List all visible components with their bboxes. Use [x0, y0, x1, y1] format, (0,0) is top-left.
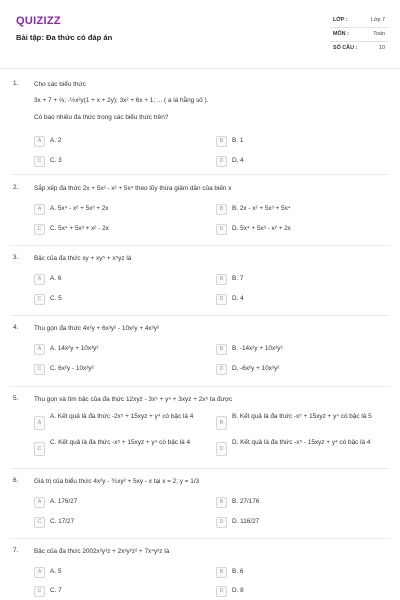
option-text: B. 2x - x² + 5x³ + 5x⁴ [232, 205, 291, 212]
option-letter: A [34, 416, 45, 430]
option-letter: A [34, 344, 45, 355]
question-divider [10, 386, 390, 387]
question-number: 6. [13, 477, 19, 484]
option-text: D. 4 [232, 295, 244, 302]
option-text: C. 6x²y - 10x³y² [50, 365, 94, 372]
question-subtext: Có bao nhiêu đa thức trong các biểu thức trên? [34, 114, 169, 121]
option-letter: C [34, 156, 45, 167]
question-number: 7. [13, 547, 19, 554]
option-text: D. 116/27 [232, 518, 260, 525]
option-text: C. 5 [50, 295, 62, 302]
header-divider [0, 68, 400, 69]
meta-key: SỐ CÂU : [333, 45, 358, 51]
worksheet-title: Bài tập: Đa thức có đáp án [16, 33, 113, 42]
worksheet-header [0, 0, 400, 72]
question-text: Thu gọn và tìm bậc của đa thức 12xyz - 3x⁵ + y⁴ + 3xyz + 2x⁵ ta được [34, 396, 233, 403]
option-letter: C [34, 224, 45, 235]
worksheet-meta [330, 14, 388, 56]
meta-key: MÔN : [333, 31, 349, 37]
question-number: 3. [13, 254, 19, 261]
option-text: D. 4 [232, 157, 244, 164]
quizizz-logo: QUIZIZZ [16, 15, 61, 27]
question-text: Sắp xếp đa thức 2x + 5x³ - x² + 5x⁴ theo lũy thừa giảm dần của biến x [34, 185, 232, 192]
option-text: A. 14x²y + 10x³y² [50, 345, 99, 352]
option-text: B. 6 [232, 568, 244, 575]
question-divider [10, 315, 390, 316]
question-expressions: 3x + 7 + ⅔; -½x²y(1 + x + 2y); 3x² + 6x + 1; ... ( a là hằng số ). [34, 97, 209, 104]
option-letter: D [216, 586, 227, 597]
question-text: Thu gọn đa thức 4x²y + 6x³y² - 10x²y + 4x³y² [34, 325, 160, 332]
option-text: C. 5x⁴ + 5x³ + x² - 2x [50, 225, 109, 232]
option-text: A. 2 [50, 137, 62, 144]
option-letter: A [34, 567, 45, 578]
option-letter: D [216, 156, 227, 167]
option-letter: B [216, 344, 227, 355]
option-text: B. 27/176 [232, 498, 260, 505]
option-text: A. 6 [50, 275, 62, 282]
option-letter: D [216, 442, 227, 456]
option-text: C. Kết quả là đa thức -x⁵ + 15xyz + y⁴ có bậc là 4 [50, 439, 191, 446]
option-text: A. 5x⁴ - x² + 5x³ + 2x [50, 205, 109, 212]
option-text: D. Kết quả là đa thức -x⁵ - 15xyz + y⁴ có bậc là 4 [232, 439, 371, 446]
question-text: Bậc của đa thức xy + xy⁵ + x⁵yz là [34, 255, 132, 262]
option-letter: B [216, 567, 227, 578]
option-text: C. 7 [50, 587, 62, 594]
option-text: D. -6x²y + 10x³y² [232, 365, 280, 372]
meta-value: Lớp 7 [370, 17, 385, 23]
option-letter: B [216, 497, 227, 508]
option-letter: A [34, 204, 45, 215]
meta-key: LỚP : [333, 17, 348, 23]
question-number: 2. [13, 184, 19, 191]
question-number: 1. [13, 80, 19, 87]
question-divider [10, 468, 390, 469]
option-text: B. -14x²y + 10x³y² [232, 345, 283, 352]
option-letter: A [34, 497, 45, 508]
option-text: D. 8 [232, 587, 244, 594]
question-divider [10, 538, 390, 539]
question-number: 4. [13, 324, 19, 331]
option-text: B. 7 [232, 275, 244, 282]
option-letter: C [34, 442, 45, 456]
option-letter: D [216, 364, 227, 375]
question-divider [10, 245, 390, 246]
question-divider [10, 174, 390, 175]
option-letter: C [34, 517, 45, 528]
option-text: A. Kết quả là đa thức -2x⁵ + 15xyz + y⁴ có bậc là 4 [50, 413, 194, 420]
option-text: B. 1 [232, 137, 244, 144]
meta-value: 10 [379, 45, 385, 51]
option-letter: B [216, 416, 227, 430]
question-text: Cho các biểu thức [34, 81, 86, 88]
option-letter: B [216, 204, 227, 215]
meta-row-subject [330, 28, 388, 42]
meta-row-count [330, 42, 388, 56]
question-text: Bậc của đa thức 2002x²y³z + 2x³y²z² + 7x⁴y³z là [34, 548, 170, 555]
option-letter: B [216, 274, 227, 285]
question-text: Giá trị của biểu thức 4x²y - ⅗xy² + 5xy - x tại x = 2; y = 1/3 [34, 478, 200, 485]
option-letter: B [216, 136, 227, 147]
option-text: A. 176/27 [50, 498, 78, 505]
option-letter: A [34, 136, 45, 147]
option-text: B. Kết quả là đa thức -x⁵ + 15xyz + y⁴ có bậc là 5 [232, 413, 372, 420]
option-text: D. 5x⁴ + 5x³ - x² + 2x [232, 225, 291, 232]
option-letter: D [216, 224, 227, 235]
option-letter: C [34, 364, 45, 375]
option-letter: C [34, 586, 45, 597]
meta-row-class [330, 14, 388, 28]
meta-value: Toán [373, 31, 385, 37]
option-letter: D [216, 294, 227, 305]
option-letter: C [34, 294, 45, 305]
option-text: C. 17/27 [50, 518, 75, 525]
option-text: C. 3 [50, 157, 62, 164]
option-text: A. 5 [50, 568, 62, 575]
question-number: 5. [13, 395, 19, 402]
option-letter: D [216, 517, 227, 528]
option-letter: A [34, 274, 45, 285]
